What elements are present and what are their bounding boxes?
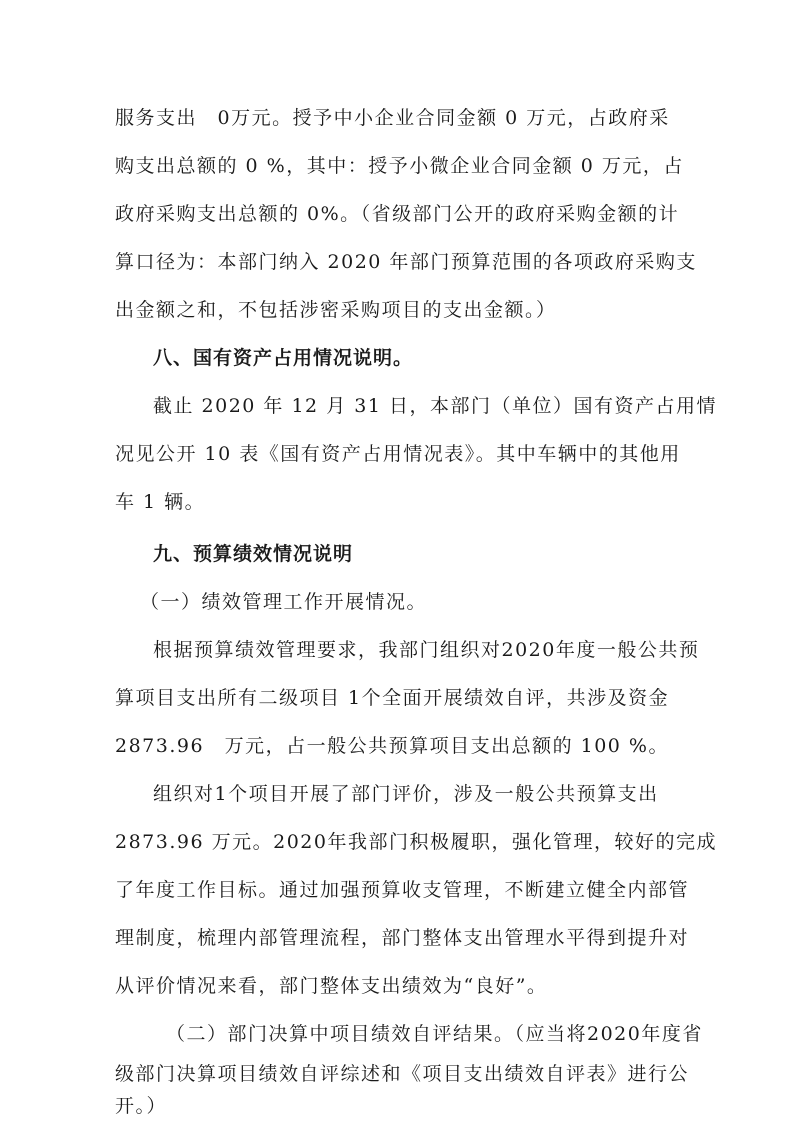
body-text-line: 出金额之和，不包括涉密采购项目的支出金额。） (115, 299, 557, 321)
body-text-line: 理制度，梳理内部管理流程，部门整体支出管理水平得到提升对 (115, 927, 690, 949)
body-text-line: 开。） (115, 1095, 168, 1117)
body-text-line: 算口径为：本部门纳入 2020 年部门预算范围的各项政府采购支 (115, 251, 697, 273)
body-text-line: 根据预算绩效管理要求，我部门组织对2020年度一般公共预 (153, 639, 700, 661)
body-text-line: 级部门决算项目绩效自评综述和《项目支出绩效自评表》进行公 (115, 1063, 690, 1085)
body-text-line: 组织对1个项目开展了部门评价，涉及一般公共预算支出 (153, 783, 659, 805)
body-text-line: 算项目支出所有二级项目 1个全面开展绩效自评，共涉及资金 (115, 687, 670, 709)
body-text-line: 车 1 辆。 (115, 491, 206, 513)
subsection-heading: （一）绩效管理工作开展情况。 (140, 591, 428, 613)
body-text-line: 2873.96 万元。2020年我部门积极履职，强化管理，较好的完成 (115, 831, 717, 853)
body-text-line: 政府采购支出总额的 0%。（省级部门公开的政府采购金额的计 (115, 203, 680, 225)
subsection-heading: （二）部门决算中项目绩效自评结果。（应当将2020年度省 (166, 1023, 703, 1045)
body-text-line: 服务支出 0万元。授予中小企业合同金额 0 万元，占政府采 (115, 107, 670, 129)
body-text-line: 2873.96 万元，占一般公共预算项目支出总额的 100 %。 (115, 735, 669, 757)
body-text-line: 截止 2020 年 12 月 31 日，本部门（单位）国有资产占用情 (153, 395, 717, 417)
body-text-line: 况见公开 10 表《国有资产占用情况表》。其中车辆中的其他用 (115, 443, 681, 465)
section-heading: 八、国有资产占用情况说明。 (153, 347, 414, 369)
body-text-line: 了年度工作目标。通过加强预算收支管理，不断建立健全内部管 (115, 879, 690, 901)
section-heading: 九、预算绩效情况说明 (153, 543, 354, 565)
body-text-line: 购支出总额的 0 %，其中：授予小微企业合同金额 0 万元，占 (115, 155, 684, 177)
body-text-line: 从评价情况来看，部门整体支出绩效为“良好”。 (115, 975, 548, 997)
